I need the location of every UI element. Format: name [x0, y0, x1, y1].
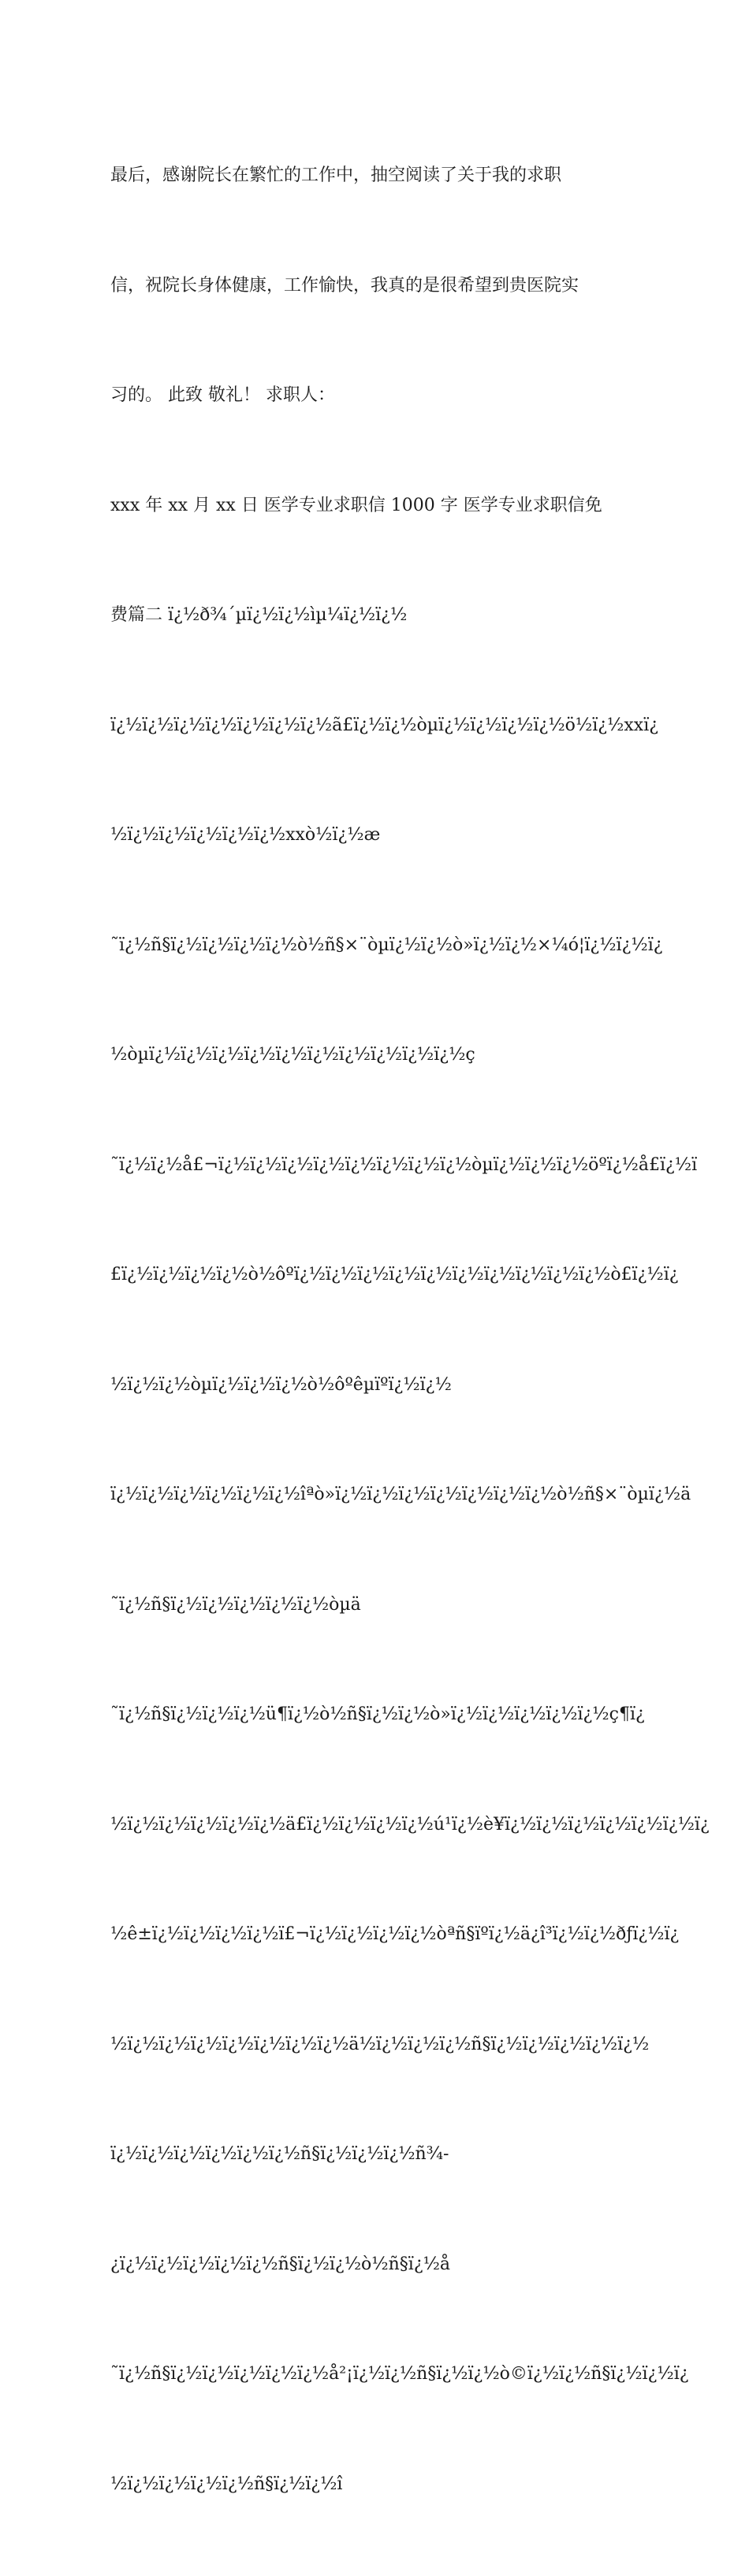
text-line: ¿ï¿½ï¿½ï¿½ï¿½ï¿½ñ§ï¿½ï¿½ò½ñ§ï¿½å — [110, 2254, 451, 2274]
text-line: xxx 年 xx 月 xx 日 医学专业求职信 1000 字 医学专业求职信免 — [110, 495, 602, 515]
text-line: ˜ï¿½ñ§ï¿½ï¿½ï¿½ï¿½ï¿½òµä — [110, 1594, 361, 1615]
text-line: ˜ï¿½ñ§ï¿½ï¿½ï¿½ï¿½ï¿½å²¡ï¿½ï¿½ñ§ï¿½ï¿½ò©ï¿½ï¿½ñ§ï¿½ï¿½ï¿ — [110, 2364, 689, 2384]
text-line: ½ï¿½ï¿½ï¿½ï¿½ñ§ï¿½ï¿½î — [110, 2474, 343, 2494]
text-line: ½ï¿½ï¿½òµï¿½ï¿½ï¿½ò½ôºêµïºï¿½ï¿½ — [110, 1374, 452, 1395]
text-line: 信，祝院长身体健康，工作愉快，我真的是很希望到贵医院实 — [110, 275, 579, 296]
text-line: ½ï¿½ï¿½ï¿½ï¿½ï¿½xxò½ï¿½æ — [110, 825, 381, 845]
document-body — [110, 84, 710, 2576]
text-line: 习的。 此致 敬礼！ 求职人： — [110, 385, 335, 405]
text-line: ï¿½ï¿½ï¿½ï¿½ï¿½ï¿½ñ§ï¿½ï¿½ï¿½ñ¾- — [110, 2144, 449, 2164]
body-text — [110, 84, 710, 2576]
text-line: ½ï¿½ï¿½ï¿½ï¿½ï¿½ä£ï¿½ï¿½ï¿½ï¿½ú¹ï¿½è¥ï¿½ï¿½ï¿½ï¿½ï¿½ï¿½ï¿ — [110, 1814, 710, 1834]
text-line: ï¿½ï¿½ï¿½ï¿½ï¿½ï¿½îªò»ï¿½ï¿½ï¿½ï¿½ï¿½ï¿½ï¿½ò½ñ§×¨òµï¿½ä — [110, 1485, 691, 1504]
text-line: ˜ï¿½ñ§ï¿½ï¿½ï¿½ü¶ï¿½ò½ñ§ï¿½ï¿½ò»ï¿½ï¿½ï¿½ï¿½ï¿½ç¶ï¿ — [110, 1704, 645, 1724]
text-line: ½òµï¿½ï¿½ï¿½ï¿½ï¿½ï¿½ï¿½ï¿½ï¿½ï¿½ç — [110, 1045, 475, 1065]
text-line: £ï¿½ï¿½ï¿½ï¿½ò½ôºï¿½ï¿½ï¿½ï¿½ï¿½ï¿½ï¿½ï¿½ï¿½ï¿½ò£ï¿½ï¿ — [110, 1265, 679, 1284]
text-line: 费篇二 ï¿½ð¾´µï¿½ï¿½ìµ¼ï¿½ï¿½ — [110, 605, 408, 625]
text-line: ˜ï¿½ñ§ï¿½ï¿½ï¿½ï¿½ò½ñ§×¨òµï¿½ï¿½ò»ï¿½ï¿½×¼ó¦ï¿½ï¿½ï¿ — [110, 935, 663, 955]
text-line: ˜ï¿½ï¿½å£¬ï¿½ï¿½ï¿½ï¿½ï¿½ï¿½ï¿½ï¿½òµï¿½ï¿½ï¿½öºï¿½å£ï¿½ï — [110, 1154, 698, 1175]
text-line: ï¿½ï¿½ï¿½ï¿½ï¿½ï¿½ï¿½ã£ï¿½ï¿½òµï¿½ï¿½ï¿½ï¿½ö½ï¿½xxï¿ — [110, 715, 659, 735]
text-line: ½ê±ï¿½ï¿½ï¿½ï¿½ï£¬ï¿½ï¿½ï¿½ï¿½òªñ§ïºï¿½ä¿î³ï¿½ï¿½ðƒï¿½ï¿ — [110, 1924, 680, 1944]
text-line: ½ï¿½ï¿½ï¿½ï¿½ï¿½ï¿½ï¿½ä½ï¿½ï¿½ï¿½ñ§ï¿½ï¿½ï¿½ï¿½ï¿½ — [110, 2034, 650, 2054]
text-line: 最后，感谢院长在繁忙的工作中，抽空阅读了关于我的求职 — [110, 165, 562, 185]
